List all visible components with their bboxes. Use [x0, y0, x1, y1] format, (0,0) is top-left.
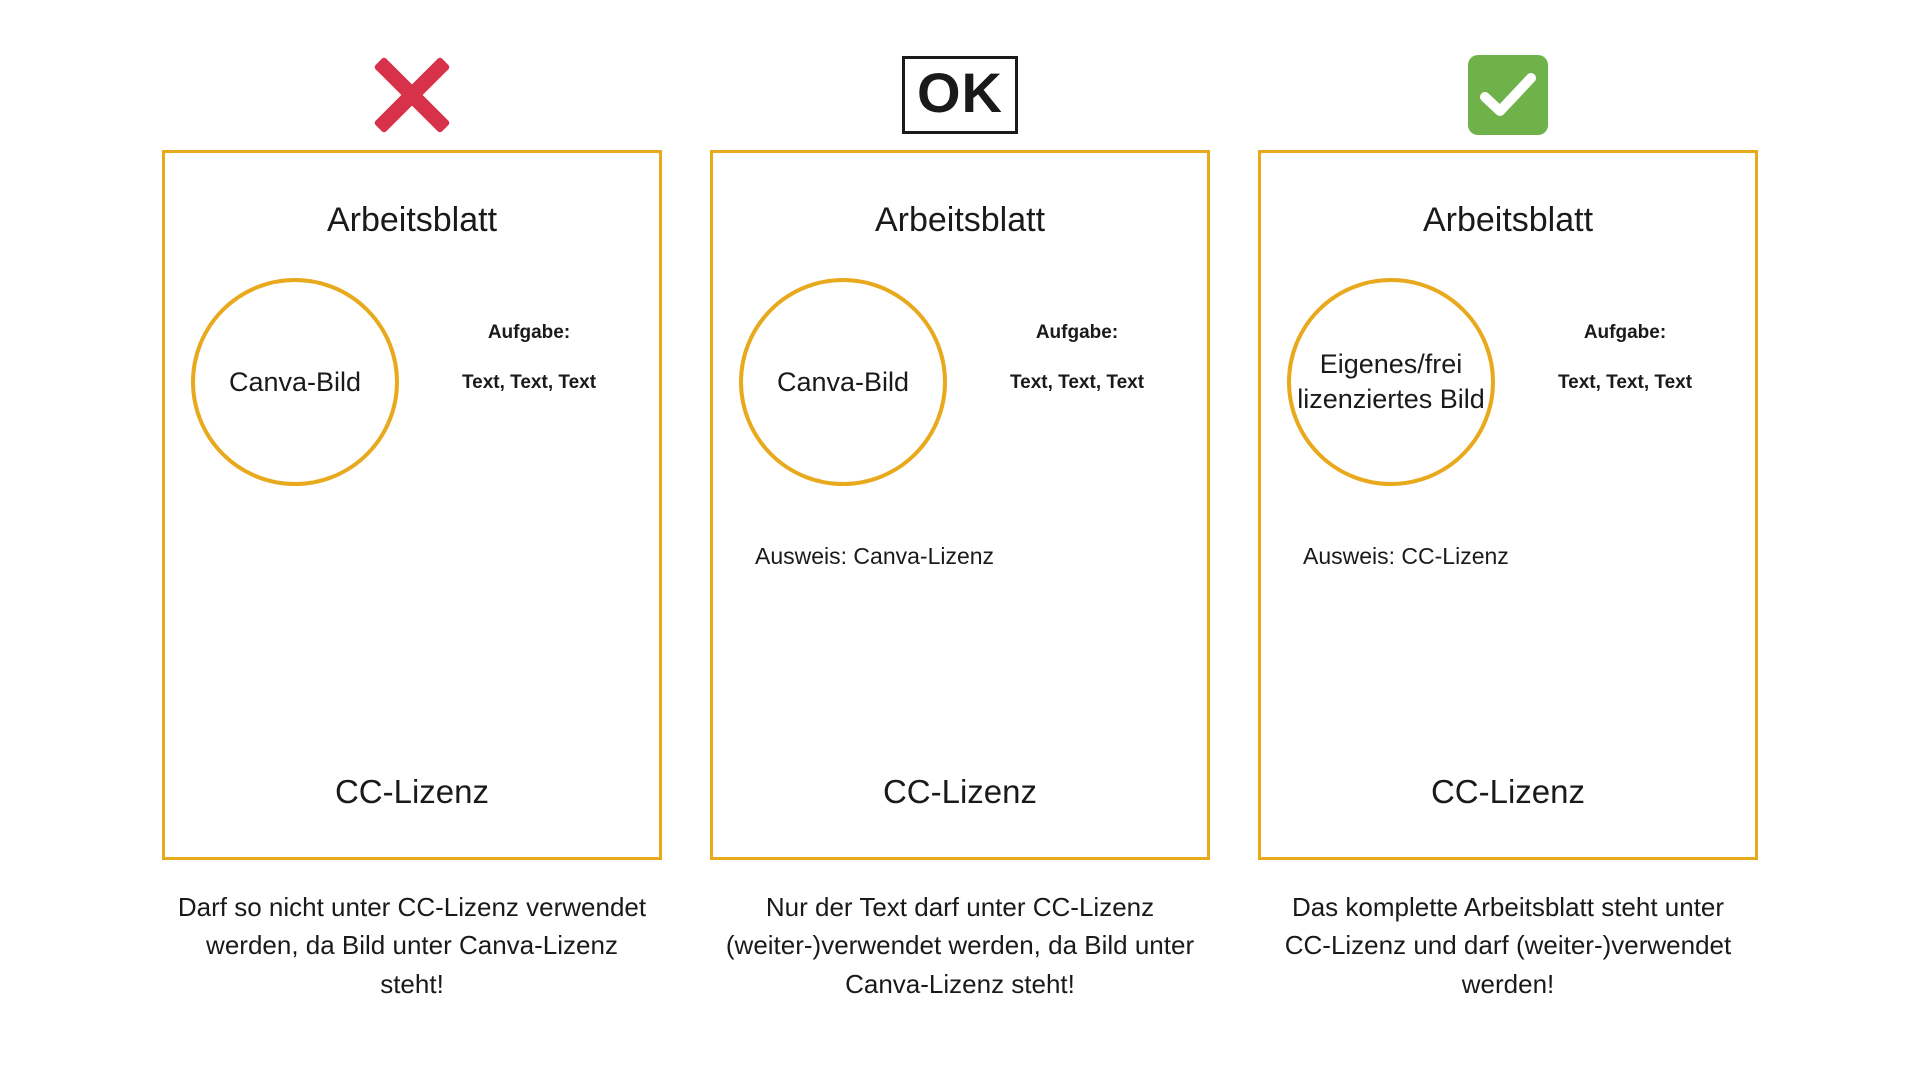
task-label: Aufgabe: [1583, 322, 1667, 343]
sheet-license-label: CC-Lizenz [882, 773, 1038, 810]
column-caption: Das komplette Arbeitsblatt steht unter CC-Lizenz und darf (weiter-)verwendet werden! [1284, 892, 1732, 999]
task-block [1495, 278, 1755, 394]
check-icon [1468, 55, 1548, 135]
worksheet-card [710, 150, 1210, 860]
worksheet-title: Arbeitsblatt [1422, 201, 1594, 239]
worksheet-body [165, 278, 659, 486]
task-block [947, 278, 1207, 394]
sheet-license-label: CC-Lizenz [1430, 773, 1586, 810]
image-placeholder-circle: Canva-Bild [191, 278, 399, 486]
cross-icon [369, 52, 455, 138]
task-label: Aufgabe: [1035, 322, 1119, 343]
image-placeholder-circle: Canva-Bild [739, 278, 947, 486]
worksheet-body [1261, 278, 1755, 486]
task-text: Text, Text, Text [461, 372, 597, 393]
worksheet-body [713, 278, 1207, 486]
status-mark [1468, 40, 1548, 150]
scenario-column-text-only [710, 40, 1210, 1003]
task-text: Text, Text, Text [1557, 372, 1693, 393]
scenario-column-not-allowed [162, 40, 662, 1003]
task-text: Text, Text, Text [1009, 372, 1145, 393]
status-mark [369, 40, 455, 150]
image-placeholder-circle: Eigenes/frei lizenziertes Bild [1287, 278, 1495, 486]
task-block [399, 278, 659, 394]
worksheet-title: Arbeitsblatt [326, 201, 498, 239]
column-caption: Nur der Text darf unter CC-Lizenz (weiter-)verwendet werden, da Bild unter Canva-Lizenz steht! [725, 892, 1195, 999]
worksheet-card [162, 150, 662, 860]
scenario-column-allowed [1258, 40, 1758, 1003]
sheet-license-label: CC-Lizenz [334, 773, 490, 810]
column-caption: Darf so nicht unter CC-Lizenz verwendet werden, da Bild unter Canva-Lizenz steht! [177, 892, 647, 999]
image-license-note: Ausweis: Canva-Lizenz [755, 543, 995, 569]
status-mark [902, 40, 1018, 150]
worksheet-title: Arbeitsblatt [874, 201, 1046, 239]
worksheet-card [1258, 150, 1758, 860]
task-label: Aufgabe: [487, 322, 571, 343]
ok-badge: OK [902, 56, 1018, 134]
image-license-note: Ausweis: CC-Lizenz [1303, 543, 1509, 569]
